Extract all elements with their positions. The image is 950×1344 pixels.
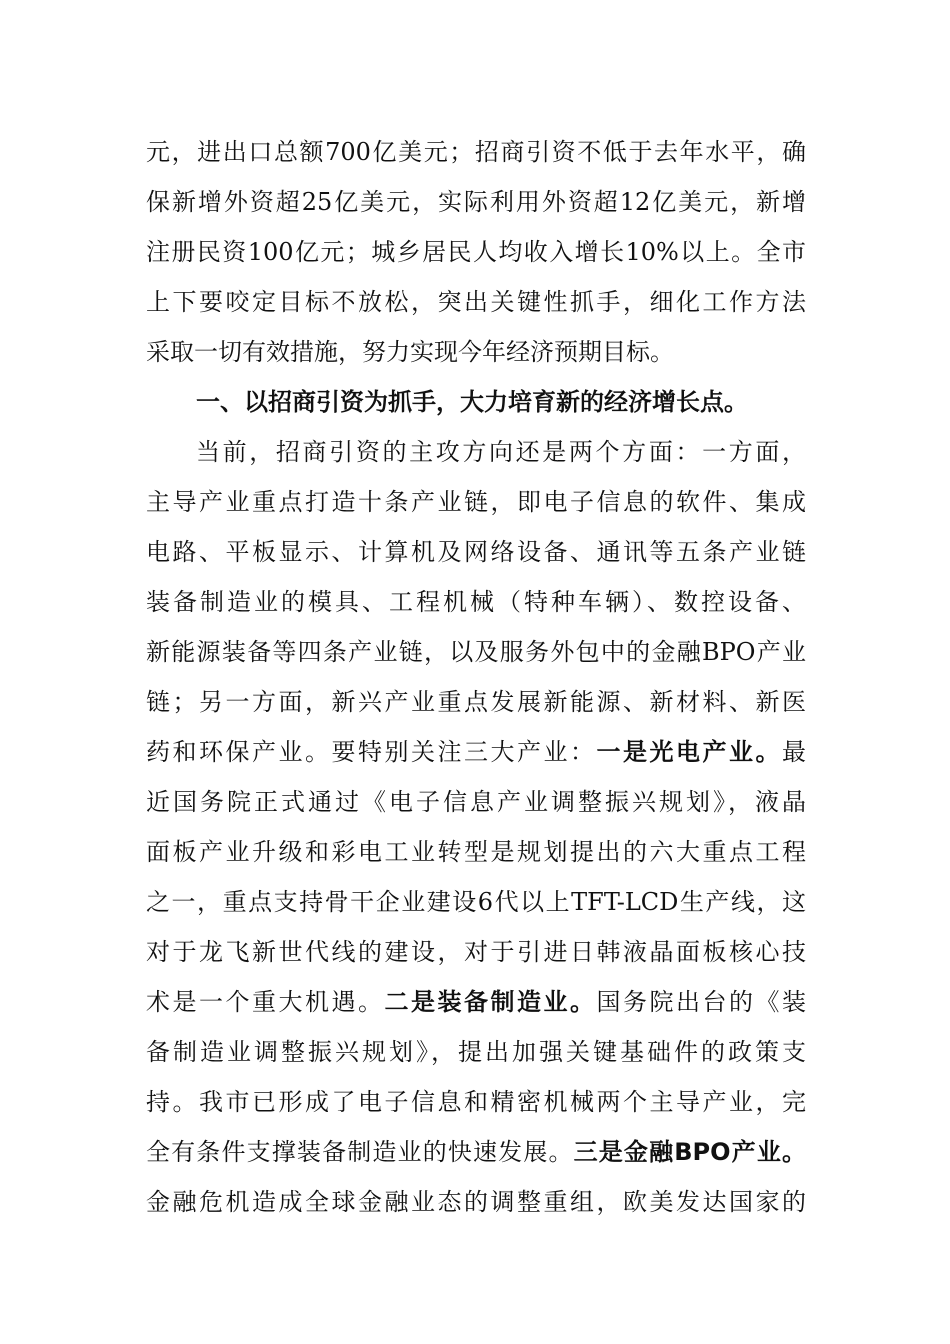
text-line: 新能源装备等四条产业链，以及服务外包中的金融BPO产业 (146, 638, 806, 666)
bold-keyword: 一是光电产业。 (596, 738, 782, 766)
text-line: 元，进出口总额700亿美元；招商引资不低于去年水平，确 (146, 138, 806, 166)
text-line: 电路、平板显示、计算机及网络设备、通讯等五条产业链 (146, 538, 806, 566)
text-segment: 全有条件支撑装备制造业的快速发展。 (146, 1138, 574, 1166)
text-line: 近国务院正式通过《电子信息产业调整振兴规划》，液晶 (146, 788, 806, 816)
section-heading: 一、以招商引资为抓手，大力培育新的经济增长点。 (196, 388, 748, 416)
text-line: 装备制造业的模具、工程机械（特种车辆）、数控设备、 (146, 588, 806, 616)
bold-keyword: 二是装备制造业。 (384, 988, 597, 1016)
text-line (146, 727, 806, 777)
text-segment: 最 (782, 738, 806, 766)
text-line: 之一，重点支持骨干企业建设6代以上TFT-LCD生产线，这 (146, 888, 806, 916)
text-line: 金融危机造成全球金融业态的调整重组，欧美发达国家的 (146, 1188, 806, 1216)
document-page (146, 127, 806, 1227)
text-line: 当前，招商引资的主攻方向还是两个方面：一方面， (196, 438, 806, 466)
text-line: 持。我市已形成了电子信息和精密机械两个主导产业，完 (146, 1088, 806, 1116)
text-line (146, 977, 806, 1027)
text-line: 链；另一方面，新兴产业重点发展新能源、新材料、新医 (146, 688, 806, 716)
text-line: 保新增外资超25亿美元，实际利用外资超12亿美元，新增 (146, 188, 806, 216)
text-line: 采取一切有效措施，努力实现今年经济预期目标。 (146, 338, 674, 366)
text-line: 面板产业升级和彩电工业转型是规划提出的六大重点工程 (146, 838, 806, 866)
text-line: 备制造业调整振兴规划》，提出加强关键基础件的政策支 (146, 1038, 806, 1066)
text-line (146, 1127, 806, 1177)
text-line: 主导产业重点打造十条产业链，即电子信息的软件、集成 (146, 488, 806, 516)
text-line: 注册民资100亿元；城乡居民人均收入增长10%以上。全市 (146, 238, 806, 266)
text-line: 上下要咬定目标不放松，突出关键性抓手，细化工作方法 (146, 288, 806, 316)
text-line: 对于龙飞新世代线的建设，对于引进日韩液晶面板核心技 (146, 938, 806, 966)
text-segment: 术是一个重大机遇。 (146, 988, 385, 1016)
bold-keyword: 三是金融BPO产业。 (573, 1138, 806, 1166)
text-segment: 药和环保产业。要特别关注三大产业： (146, 738, 597, 766)
text-segment: 国务院出台的《装 (596, 988, 806, 1016)
